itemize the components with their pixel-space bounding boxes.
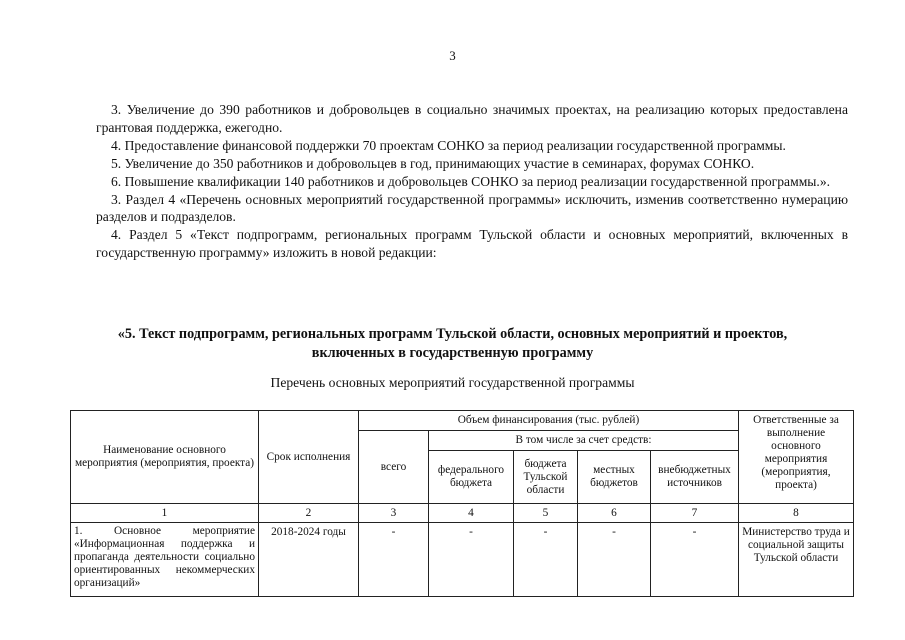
column-number: 7 xyxy=(651,504,739,523)
activities-table xyxy=(70,410,854,597)
column-number: 3 xyxy=(359,504,429,523)
header-including-cell: В том числе за счет средств: xyxy=(429,431,739,451)
header-extra-cell: внебюджетных источников xyxy=(651,451,739,504)
activity-name-cell: 1. Основное мероприятие «Информационная поддержка и пропаганда деятельности социально ориентированных некоммерческих организаций» xyxy=(71,523,259,597)
section-heading-line: «5. Текст подпрограмм, региональных программ Тульской области, основных мероприятий и проектов, xyxy=(117,326,788,342)
paragraph: 4. Раздел 5 «Текст подпрограмм, региональных программ Тульской области и основных мероприятий, включенных в государственную программу» изложить в новой редакции: xyxy=(96,227,848,261)
column-number: 4 xyxy=(429,504,514,523)
table-row xyxy=(71,523,854,597)
paragraph: 3. Увеличение до 390 работников и добровольцев в социально значимых проектах, на реализацию которых предоставлена грантовая поддержка, ежегодно. xyxy=(96,102,848,135)
section-heading-line: включенных в государственную программу xyxy=(311,345,594,361)
paragraph: 6. Повышение квалификации 140 работников и добровольцев СОНКО за период реализации государственной программы.». xyxy=(111,173,831,189)
column-number: 1 xyxy=(71,504,259,523)
term-cell: 2018-2024 годы xyxy=(259,523,359,597)
total-cell: - xyxy=(359,523,429,597)
header-name-cell: Наименование основного мероприятия (мероприятия, проекта) xyxy=(71,411,259,504)
table-caption: Перечень основных мероприятий государственной программы xyxy=(270,375,635,390)
federal-cell: - xyxy=(429,523,514,597)
header-term-cell: Срок исполнения xyxy=(259,411,359,504)
column-number: 2 xyxy=(259,504,359,523)
extra-cell: - xyxy=(651,523,739,597)
header-regional-cell: бюджета Тульской области xyxy=(514,451,578,504)
column-number: 6 xyxy=(578,504,651,523)
header-responsible-cell: Ответственные за выполнение основного мероприятия (мероприятия, проекта) xyxy=(739,411,854,504)
paragraph: 3. Раздел 4 «Перечень основных мероприятий государственной программы» исключить, изменив соответственно нумерацию разделов и подразделов. xyxy=(96,191,848,225)
paragraph: 4. Предоставление финансовой поддержки 70 проектам СОНКО за период реализации государственной программы. xyxy=(111,137,786,153)
header-funding-cell: Объем финансирования (тыс. рублей) xyxy=(359,411,739,431)
header-total-cell: всего xyxy=(359,431,429,504)
responsible-cell: Министерство труда и социальной защиты Тульской области xyxy=(739,523,854,597)
column-number: 5 xyxy=(514,504,578,523)
page-number: 3 xyxy=(449,48,456,63)
header-federal-cell: федерального бюджета xyxy=(429,451,514,504)
header-local-cell: местных бюджетов xyxy=(578,451,651,504)
local-cell: - xyxy=(578,523,651,597)
body-text xyxy=(96,101,848,262)
column-number: 8 xyxy=(739,504,854,523)
section-heading xyxy=(60,325,845,363)
paragraph: 5. Увеличение до 350 работников и добровольцев в год, принимающих участие в семинарах, форумах СОНКО. xyxy=(111,155,755,171)
regional-cell: - xyxy=(514,523,578,597)
